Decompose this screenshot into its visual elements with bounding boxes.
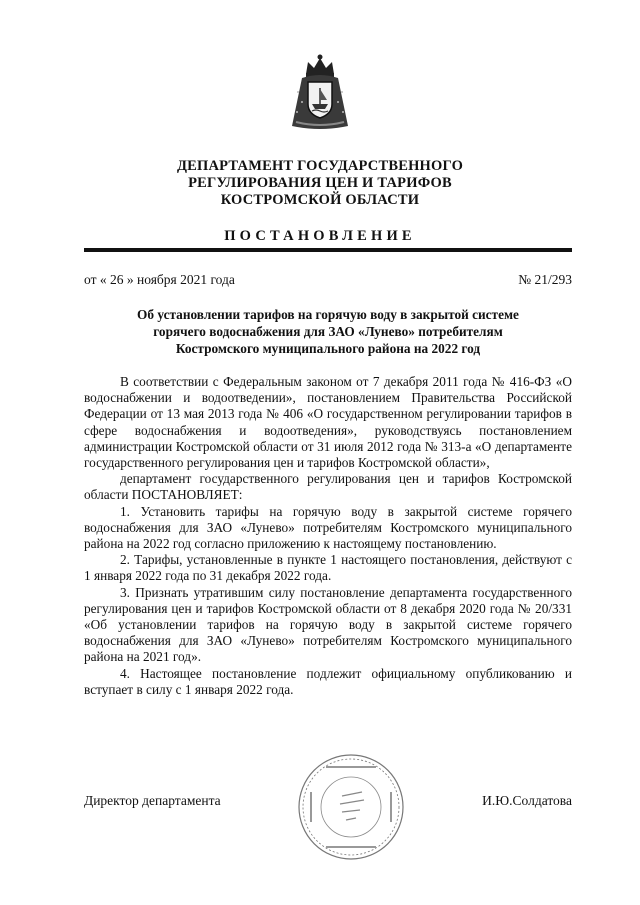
department-line: РЕГУЛИРОВАНИЯ ЦЕН И ТАРИФОВ — [188, 175, 452, 191]
department-name — [0, 158, 640, 209]
signatory-position: Директор департамента — [84, 793, 221, 808]
body-paragraph: В соответствии с Федеральным законом от 7 декабря 2011 года № 416-ФЗ «О водоснабжении и водоотведении», постановлением Правительства Российской Федерации от 13 мая 2013 года № 406 «О государственном регулировании тарифов в сфере водоснабжения и водоотведения», руководствуясь постановлением администрации Костромской области от 31 июля 2012 года № 313-а «О департаменте государственного регулирования цен и тарифов Костромской области», — [84, 374, 572, 471]
subject-line: горячего водоснабжения для ЗАО «Лунево» потребителям — [153, 324, 503, 339]
subject-line: Об установлении тарифов на горячую воду в закрытой системе — [137, 307, 519, 322]
body-paragraph: 4. Настоящее постановление подлежит официальному опубликованию и вступает в силу с 1 января 2022 года. — [84, 665, 572, 697]
department-line: КОСТРОМСКОЙ ОБЛАСТИ — [220, 192, 420, 208]
body-paragraph: 2. Тарифы, установленные в пункте 1 настоящего постановления, действуют с 1 января 2022 года по 31 декабря 2022 года. — [84, 552, 572, 584]
subject-line: Костромского муниципального района на 2022 год — [175, 341, 481, 356]
document-subject — [84, 306, 572, 357]
body-paragraph: 3. Признать утратившим силу постановление департамента государственного регулирования цен и тарифов Костромской области от 8 декабря 2020 года № 20/331 «Об установлении тарифов на горячую воду в закрытой системе горячего водоснабжения для ЗАО «Лунево» потребителям Костромского муниципального района на 2021 год». — [84, 584, 572, 665]
body-paragraph: 1. Установить тарифы на горячую воду в закрытой системе горячего водоснабжения для ЗАО «Лунево» потребителям Костромского муниципального района на 2022 год согласно приложению к настоящему постановлению. — [84, 503, 572, 552]
coat-of-arms-icon — [288, 52, 352, 132]
document-type-title: ПОСТАНОВЛЕНИЕ — [224, 228, 416, 244]
signatory-name: И.Ю.Солдатова — [482, 793, 572, 808]
document-body — [84, 374, 572, 698]
department-line: ДЕПАРТАМЕНТ ГОСУДАРСТВЕННОГО — [176, 158, 464, 174]
body-paragraph: департамент государственного регулирования цен и тарифов Костромской области ПОСТАНОВЛЯЕТ: — [84, 471, 572, 503]
document-number: № 21/293 — [518, 272, 572, 287]
official-stamp-icon — [296, 752, 406, 862]
document-date: от « 26 » ноября 2021 года — [84, 272, 235, 287]
header-divider — [84, 248, 572, 252]
